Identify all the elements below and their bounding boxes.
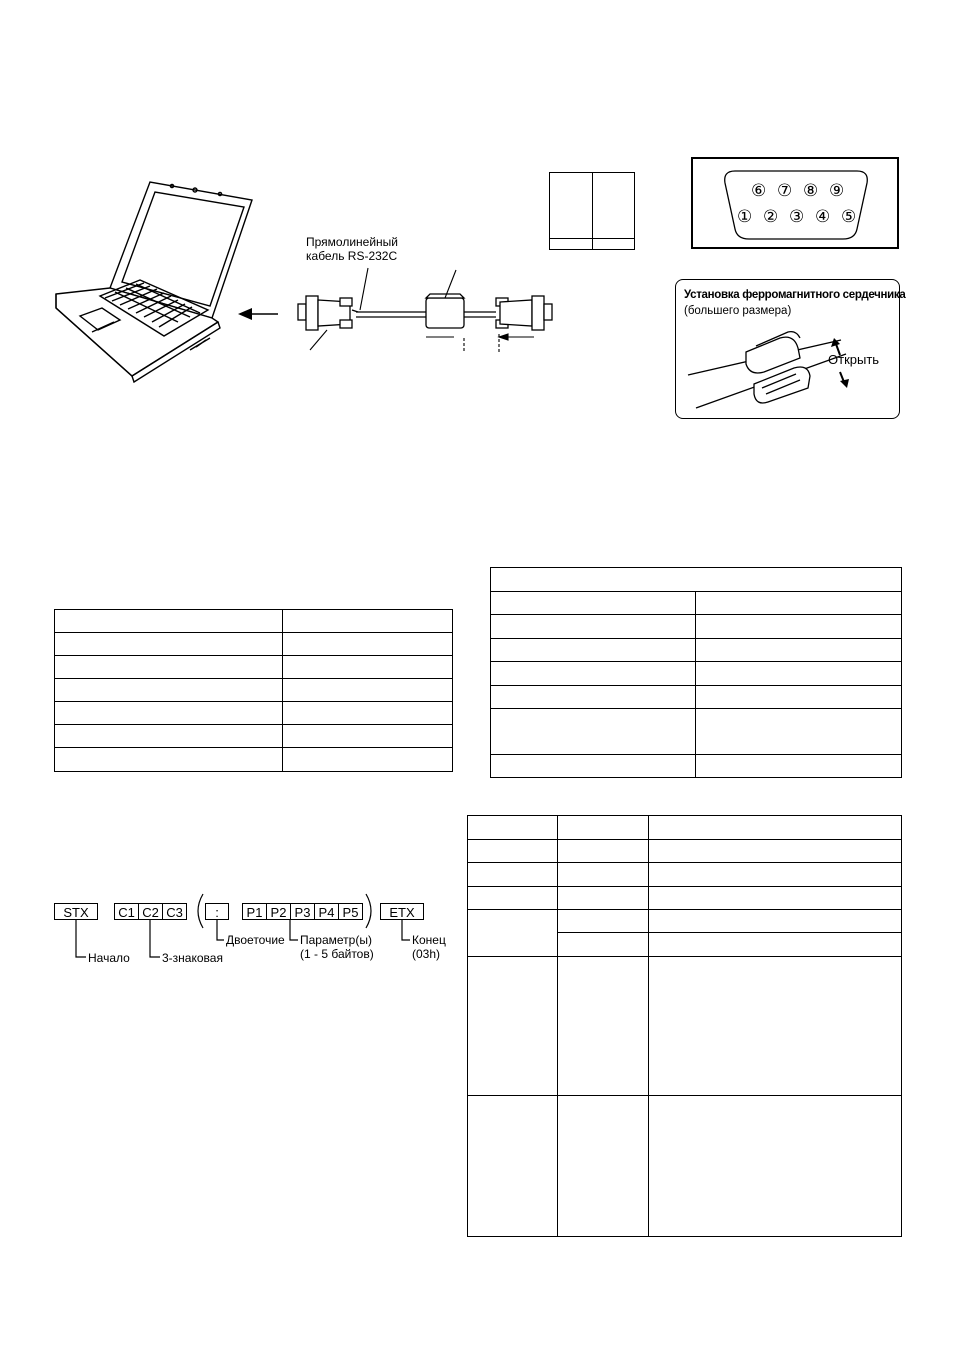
pin-7: ⑦ xyxy=(776,181,796,200)
etx-box: ETX xyxy=(380,903,424,920)
params-label-line2: (1 - 5 байтов) xyxy=(300,947,374,961)
colon-label: Двоеточие xyxy=(226,933,285,947)
pin-6: ⑥ xyxy=(751,181,770,200)
p5-box: P5 xyxy=(338,903,363,920)
p4-box: P4 xyxy=(314,903,339,920)
c2-box: C2 xyxy=(138,903,163,920)
p2-box: P2 xyxy=(266,903,291,920)
bracket-right xyxy=(366,894,371,928)
c3-box: C3 xyxy=(162,903,187,920)
ferrite-title: Установка ферромагнитного сердечника xyxy=(684,289,906,301)
start-label: Начало xyxy=(88,951,130,965)
pin-2: ② xyxy=(762,207,782,226)
colon-box: : xyxy=(205,903,229,920)
bracket-left xyxy=(198,894,203,928)
pin-5: ⑤ xyxy=(840,207,860,226)
pin-4: ④ xyxy=(814,207,834,226)
p3-box: P3 xyxy=(290,903,315,920)
params-label xyxy=(300,933,374,961)
three-char-label: 3-знаковая xyxy=(162,951,223,965)
c1-box: C1 xyxy=(114,903,139,920)
pin-8: ⑧ xyxy=(802,181,822,200)
ferrite-subtitle: (большего размера) xyxy=(684,305,792,317)
pin-3: ③ xyxy=(788,207,808,226)
end-label-line1: Конец xyxy=(412,933,446,947)
pin-9: ⑨ xyxy=(828,181,848,200)
end-label xyxy=(412,933,446,961)
cable-label-line2: кабель RS-232C xyxy=(306,249,398,263)
pin-1: ① xyxy=(737,207,756,226)
params-label-line1: Параметр(ы) xyxy=(300,933,372,947)
cable-label-line1: Прямолинейный xyxy=(306,235,398,249)
end-label-line2: (03h) xyxy=(412,947,441,961)
ferrite-open-label: Открыть xyxy=(828,352,880,367)
p1-box: P1 xyxy=(242,903,267,920)
stx-box: STX xyxy=(54,903,98,920)
